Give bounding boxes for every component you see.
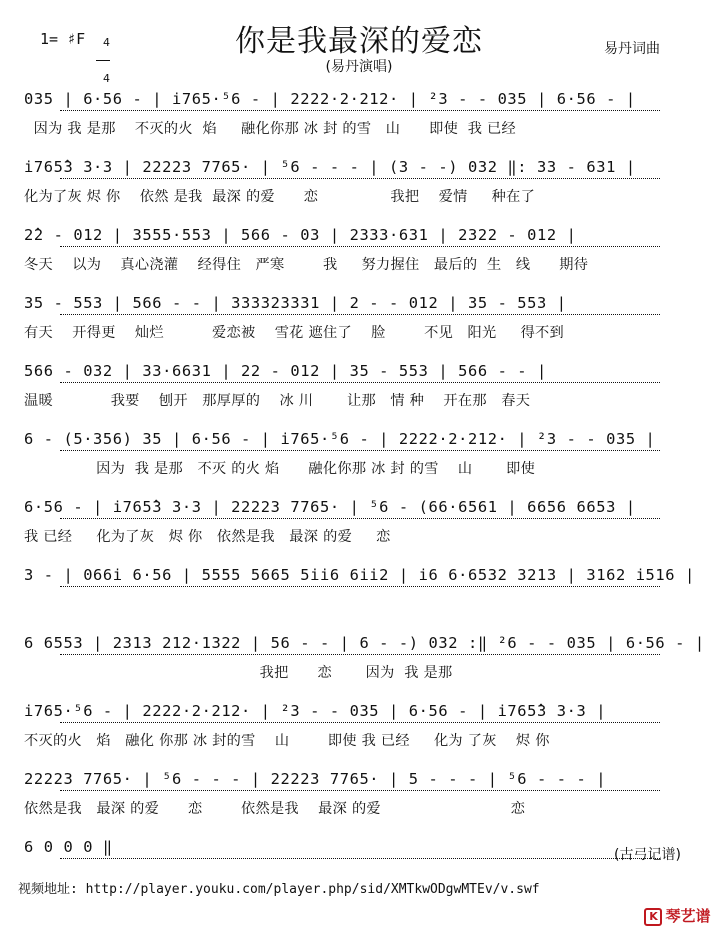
beam-line — [60, 110, 660, 111]
site-logo — [634, 887, 710, 926]
score-line-notes: 3 - | 066i 6·56 | 5555 5665 5ii6 6ii2 | i6 6·6532 3213 | 3162 i516 | — [24, 566, 695, 584]
beam-line — [60, 246, 660, 247]
score-line-notes: 6 6553 | 2313 212·1322 | 56 - - | 6 - -) 032 :‖ ²6 - - 035 | 6·56 - | — [24, 634, 705, 652]
beam-line — [60, 518, 660, 519]
score-line-notes: 35 - 553 | 566 - - | 333323331 | 2 - - 012 | 35 - 553 | — [24, 294, 567, 312]
meter-top: 4 — [103, 36, 110, 49]
beam-line — [60, 178, 660, 179]
score-line-notes: 22223 7765· | ⁵6 - - - | 22223 7765· | 5 - - - | ⁵6 - - - | — [24, 770, 607, 788]
score-line-notes: i765̂3 3·3 | 22223 7765· | ⁵6 - - - | (3 - -) 032 ‖: 33 - 631 | — [24, 158, 636, 176]
score-line-lyrics: 有天 开得更 灿烂 爱恋被 雪花 遮住了 脸 不见 阳光 得不到 — [24, 325, 565, 341]
video-url: 视频地址: http://player.youku.com/player.php/sid/XMTkwODgwMTEv/v.swf — [18, 882, 540, 897]
performer-credit: (易丹演唱) — [325, 59, 393, 75]
score-line-notes: 2̂2 - 012 | 3555·553 | 566 - 03 | 2333·631 | 2322 - 012 | — [24, 226, 577, 244]
transcriber-credit: (古弓记谱) — [614, 847, 681, 863]
score-line-notes: 566 - 032 | 33·6631 | 22 - 012 | 35 - 553 | 566 - - | — [24, 362, 547, 380]
beam-line — [60, 858, 660, 859]
beam-line — [60, 790, 660, 791]
meter-divider — [96, 60, 110, 61]
score-line-lyrics: 我 已经 化为了灰 烬 你 依然是我 最深 的爱 恋 — [24, 529, 391, 545]
score-line-lyrics: 因为 我 是那 不灭 的火 焰 融化你那 冰 封 的雪 山 即使 — [24, 461, 536, 477]
beam-line — [60, 314, 660, 315]
score-line-notes: i765·⁵6 - | 2222·2·212· | ²3 - - 035 | 6·56 - | i765̂3 3·3 | — [24, 702, 607, 720]
logo-text: 琴艺谱 — [665, 907, 711, 925]
beam-line — [60, 722, 660, 723]
score-line-lyrics: 冬天 以为 真心浇灌 经得住 严寒 我 努力握住 最后的 生 线 期待 — [24, 257, 589, 273]
beam-line — [60, 382, 660, 383]
meter-bottom: 4 — [103, 72, 110, 85]
score-line-lyrics: 依然是我 最深 的爱 恋 依然是我 最深 的爱 恋 — [24, 801, 526, 817]
score-line-notes: 6 - (5·356) 35 | 6·56 - | i765·⁵6 - | 2222·2·212· | ²3 - - 035 | — [24, 430, 656, 448]
score-line-lyrics: 温暖 我要 刨开 那厚厚的 冰 川 让那 情 种 开在那 春天 — [24, 393, 531, 409]
time-signature — [96, 26, 110, 84]
score-line-lyrics: 不灭的火 焰 融化 你那 冰 封的雪 山 即使 我 已经 化为 了灰 烬 你 — [24, 733, 550, 749]
beam-line — [60, 450, 660, 451]
score-line-lyrics: 化为了灰 烬 你 依然 是我 最深 的爱 恋 我把 爱情 种在了 — [24, 189, 536, 205]
song-title: 你是我最深的爱恋 — [235, 24, 483, 59]
score-line-notes: 6·56 - | i765̂3 3·3 | 22223 7765· | ⁵6 - (66·6561 | 6656 6653 | — [24, 498, 636, 516]
beam-line — [60, 586, 660, 587]
logo-mark-icon: K — [644, 908, 662, 926]
key-signature: 1= ♯F — [40, 30, 86, 48]
score-line-lyrics: 我把 恋 因为 我 是那 — [24, 665, 453, 681]
composer-credit: 易丹词曲 — [604, 41, 660, 57]
score-line-lyrics: 因为 我 是那 不灭的火 焰 融化你那 冰 封 的雪 山 即使 我 已经 — [24, 121, 516, 137]
beam-line — [60, 654, 660, 655]
score-line-notes: 035 | 6·56 - | i765·⁵6 - | 2222·2·212· | ²3 - - 035 | 6·56 - | — [24, 90, 636, 108]
score-line-notes: 6 0 0 0 ‖ — [24, 838, 113, 856]
